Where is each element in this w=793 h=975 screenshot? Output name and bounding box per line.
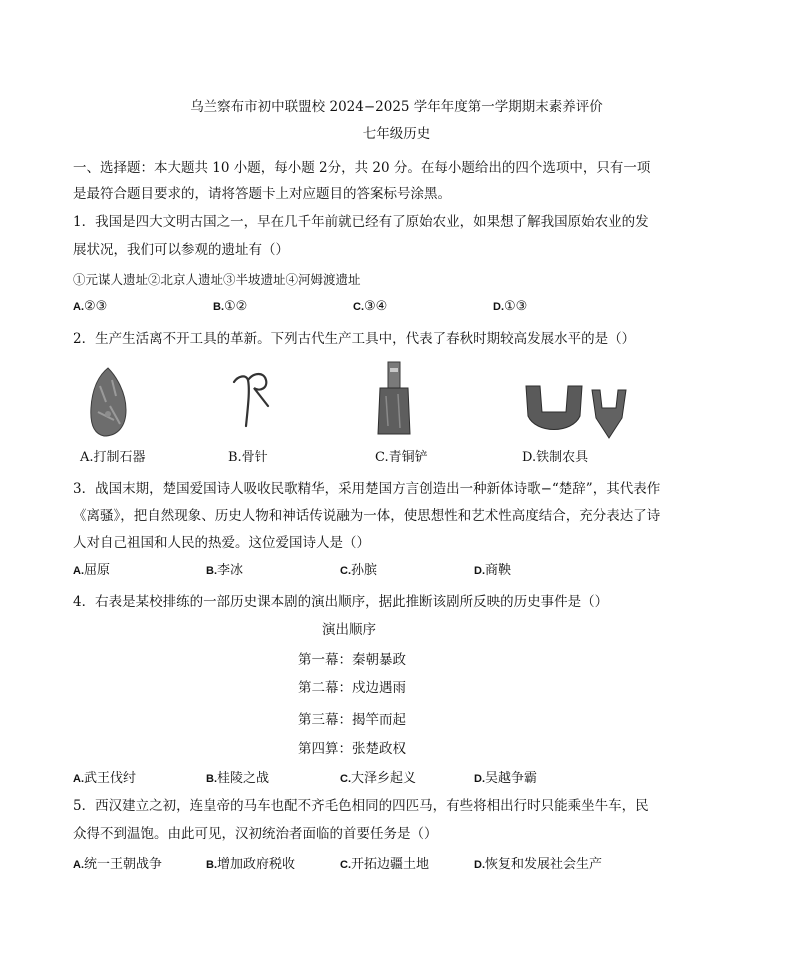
exam-title: 乌兰察布市初中联盟校 2024−2025 学年年度第一学期期末素养评价	[190, 99, 603, 115]
option-text: 孙膑	[351, 563, 378, 578]
option-text: 统一王朝战争	[84, 857, 163, 872]
option-key: A.	[73, 859, 84, 871]
option-key: B.	[206, 773, 217, 785]
q1-sites: ①元谋人遗址②北京人遗址③半坡遗址④河姆渡遗址	[73, 272, 361, 287]
option-text: 武王伐纣	[84, 771, 137, 786]
option-key: D.	[474, 859, 485, 871]
option-text: ③④	[364, 299, 388, 314]
option-key: D.	[474, 565, 485, 577]
option-text: ①③	[504, 299, 528, 314]
option-key: C.	[340, 565, 351, 577]
q5-stem-line1: 5．西汉建立之初，连皇帝的马车也配不齐毛色相同的四匹马，有些将相出行时只能乘坐牛车，民	[73, 798, 649, 814]
bone-needle-image	[228, 366, 274, 436]
q4-option-b[interactable]	[206, 770, 269, 788]
q1-option-b[interactable]	[213, 298, 247, 316]
exam-subtitle: 七年级历史	[362, 126, 431, 142]
option-key: B.	[213, 301, 224, 313]
option-key: D.	[474, 773, 485, 785]
option-key: B.	[206, 859, 217, 871]
q5-stem-line2: 众得不到温饱。由此可见，汉初统治者面临的首要任务是（）	[73, 826, 438, 842]
q4-table-title: 演出顺序	[322, 622, 376, 638]
q4-option-d[interactable]	[474, 770, 537, 788]
q4-stem-line1: 4．右表是某校排练的一部历史课本剧的演出顺序，据此推断该剧所反映的历史事件是（）	[73, 594, 609, 610]
option-key: C.	[340, 859, 351, 871]
option-text: ①②	[224, 299, 248, 314]
q3-option-d[interactable]	[474, 562, 511, 580]
q3-option-b[interactable]	[206, 562, 243, 580]
option-text: 大泽乡起义	[351, 771, 417, 786]
option-text: 吴越争霸	[485, 771, 538, 786]
option-text: 增加政府税收	[217, 857, 296, 872]
iron-tools-image	[522, 382, 632, 442]
option-key: D.	[493, 301, 504, 313]
q3-stem-line2: 《离骚》，把自然现象、历史人物和神话传说融为一体，使思想性和艺术性高度结合，充分表达了诗	[73, 508, 661, 524]
q1-option-c[interactable]	[353, 298, 387, 316]
option-text: 开拓边疆土地	[351, 857, 430, 872]
option-text: ②③	[84, 299, 108, 314]
option-key: C.	[353, 301, 364, 313]
option-key: A.	[73, 301, 84, 313]
q2-stem-line1: 2．生产生活离不开工具的革新。下列古代生产工具中，代表了春秋时期较高发展水平的是（）	[73, 331, 636, 347]
section-instructions-line2: 是最符合题目要求的，请将答题卡上对应题目的答案标号涂黑。	[73, 186, 451, 202]
q4-act-2: 第二幕：戍边遇雨	[298, 680, 406, 696]
q3-stem-line1: 3．战国末期，楚国爱国诗人吸收民歌精华，采用楚国方言创造出一种新体诗歌−“楚辞”，其代表作	[73, 481, 661, 497]
q2-caption-d[interactable]: D.铁制农具	[522, 450, 589, 465]
q4-option-a[interactable]	[73, 770, 136, 788]
stone-tool-image	[86, 366, 130, 438]
option-key: B.	[206, 565, 217, 577]
q3-option-c[interactable]	[340, 562, 377, 580]
q2-caption-c[interactable]: C.青铜铲	[375, 450, 428, 465]
q2-caption-b[interactable]: B.骨针	[228, 450, 268, 465]
q5-option-c[interactable]	[340, 856, 429, 874]
option-text: 桂陵之战	[217, 771, 270, 786]
option-key: A.	[73, 565, 84, 577]
q4-act-1: 第一幕：秦朝暴政	[298, 652, 406, 668]
option-text: 李冰	[217, 563, 244, 578]
q5-option-b[interactable]	[206, 856, 295, 874]
q1-option-d[interactable]	[493, 298, 527, 316]
q5-option-d[interactable]	[474, 856, 602, 874]
q1-stem-line1: 1．我国是四大文明古国之一，早在几千年前就已经有了原始农业，如果想了解我国原始农业的发	[73, 214, 649, 230]
bronze-spade-image	[376, 360, 412, 440]
q4-act-3: 第三幕：揭竿而起	[298, 712, 406, 728]
q1-option-a[interactable]	[73, 298, 107, 316]
q2-caption-a[interactable]: A.打制石器	[80, 450, 146, 465]
option-text: 屈原	[84, 563, 111, 578]
q1-stem-line2: 展状况，我们可以参观的遗址有（）	[73, 242, 289, 258]
q4-act-4: 第四算：张楚政权	[298, 741, 406, 757]
option-text: 商鞅	[485, 563, 512, 578]
q4-option-c[interactable]	[340, 770, 416, 788]
option-key: C.	[340, 773, 351, 785]
q3-option-a[interactable]	[73, 562, 110, 580]
option-text: 恢复和发展社会生产	[485, 857, 603, 872]
option-key: A.	[73, 773, 84, 785]
section-instructions-line1: 一、选择题：本大题共 10 小题，每小题 2分，共 20 分。在每小题给出的四个选项中，只有一项	[73, 160, 651, 176]
q5-option-a[interactable]	[73, 856, 162, 874]
q3-stem-line3: 人对自己祖国和人民的热爱。这位爱国诗人是（）	[73, 535, 370, 551]
